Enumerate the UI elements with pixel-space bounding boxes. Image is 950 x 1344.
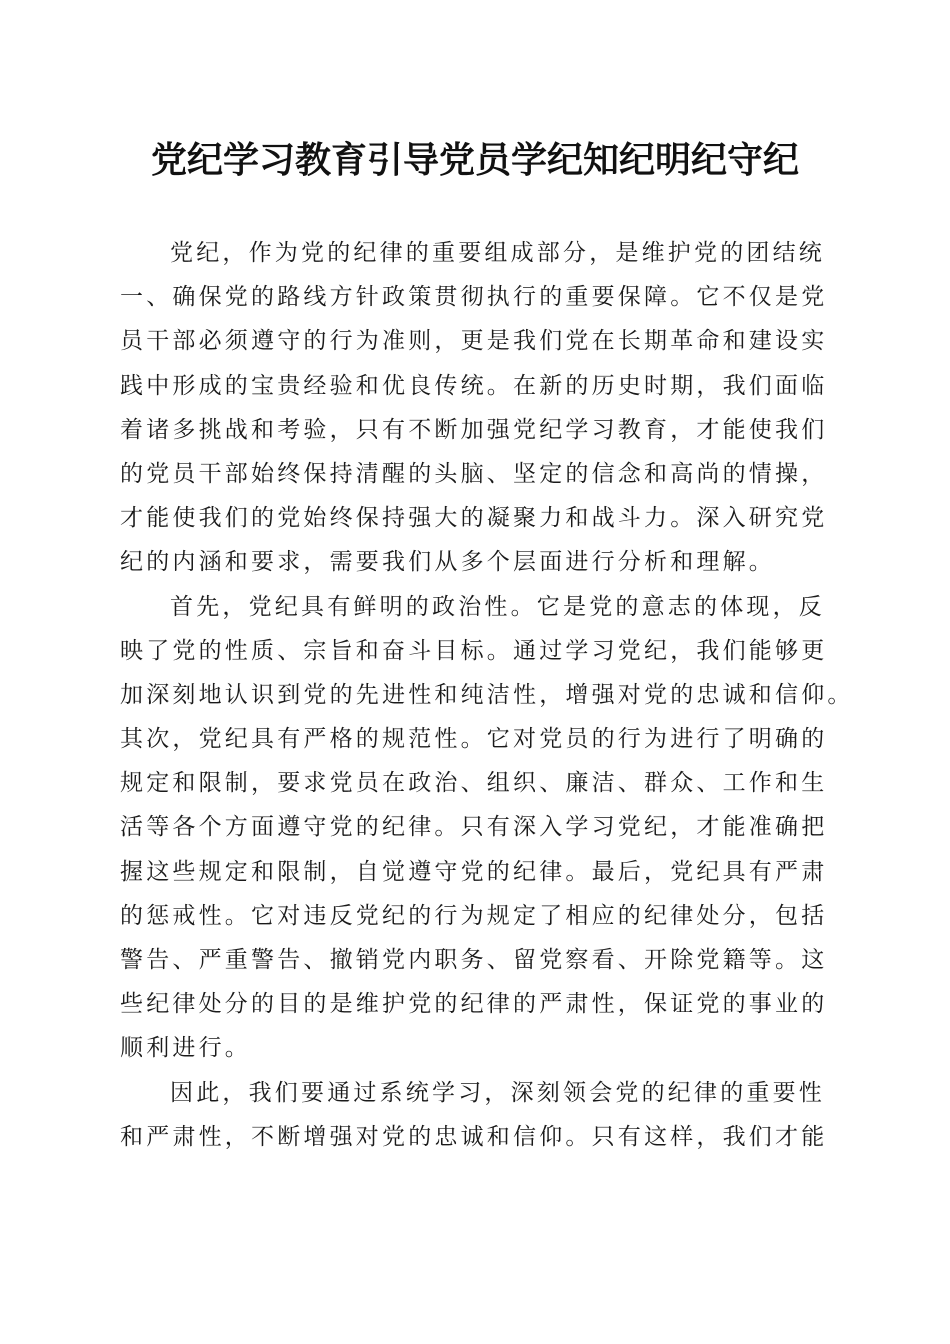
paragraph-line: 党纪，作为党的纪律的重要组成部分，是维护党的团结统 bbox=[170, 240, 825, 266]
paragraph-line: 顺利进行。 bbox=[120, 1035, 251, 1062]
paragraph-line: 警告、严重警告、撤销党内职务、留党察看、开除党籍等。这 bbox=[120, 947, 828, 973]
document-body bbox=[120, 231, 854, 1159]
paragraph-line: 些纪律处分的目的是维护党的纪律的严肃性，保证党的事业的 bbox=[120, 991, 828, 1018]
paragraph-line: 才能使我们的党始终保持强大的凝聚力和战斗力。深入研究党 bbox=[120, 505, 828, 532]
paragraph-line: 纪的内涵和要求，需要我们从多个层面进行分析和理解。 bbox=[120, 549, 775, 576]
paragraph-line: 着诸多挑战和考验，只有不断加强党纪学习教育，才能使我们 bbox=[120, 416, 828, 443]
paragraph-line: 的惩戒性。它对违反党纪的行为规定了相应的纪律处分，包括 bbox=[120, 902, 828, 929]
paragraph-line: 加深刻地认识到党的先进性和纯洁性，增强对党的忠诚和信仰。 bbox=[120, 681, 854, 708]
paragraph-line: 活等各个方面遵守党的纪律。只有深入学习党纪，才能准确把 bbox=[120, 814, 828, 841]
paragraph-line: 一、确保党的路线方针政策贯彻执行的重要保障。它不仅是党 bbox=[120, 284, 828, 311]
paragraph-line: 和严肃性，不断增强对党的忠诚和信仰。只有这样，我们才能 bbox=[120, 1123, 828, 1150]
paragraph-line: 其次，党纪具有严格的规范性。它对党员的行为进行了明确的 bbox=[120, 726, 828, 753]
paragraph-line: 握这些规定和限制，自觉遵守党的纪律。最后，党纪具有严肃 bbox=[120, 858, 828, 885]
paragraph-line: 的党员干部始终保持清醒的头脑、坚定的信念和高尚的情操， bbox=[120, 460, 828, 487]
paragraph-line: 员干部必须遵守的行为准则，更是我们党在长期革命和建设实 bbox=[120, 328, 828, 355]
paragraph-line: 首先，党纪具有鲜明的政治性。它是党的意志的体现，反 bbox=[170, 593, 825, 620]
document-title: 党纪学习教育引导党员学纪知纪明纪守纪 bbox=[150, 139, 799, 181]
paragraph-line: 规定和限制，要求党员在政治、组织、廉洁、群众、工作和生 bbox=[120, 770, 828, 797]
paragraph-line: 践中形成的宝贵经验和优良传统。在新的历史时期，我们面临 bbox=[120, 372, 828, 399]
paragraph-line: 映了党的性质、宗旨和奋斗目标。通过学习党纪，我们能够更 bbox=[120, 637, 828, 664]
paragraph-line: 因此，我们要通过系统学习，深刻领会党的纪律的重要性 bbox=[170, 1079, 825, 1106]
